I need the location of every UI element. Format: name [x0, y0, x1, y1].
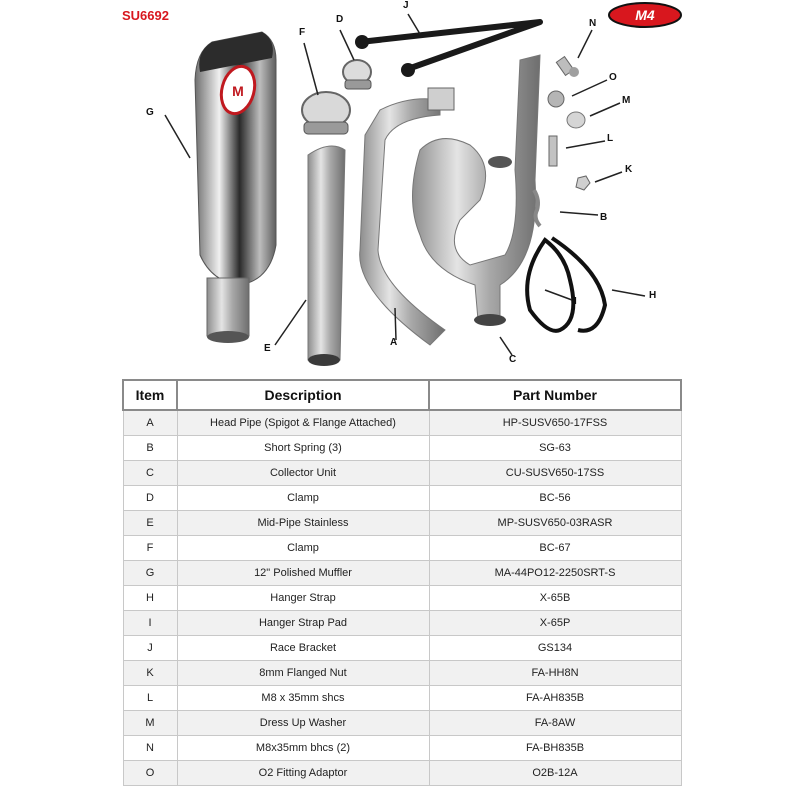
- cell-description: Race Bracket: [177, 636, 429, 661]
- o2-adaptor-part: [548, 91, 564, 107]
- callout-i: I: [574, 296, 577, 307]
- table-row: [123, 686, 681, 711]
- table-row: [123, 436, 681, 461]
- cell-item: B: [123, 436, 177, 461]
- cell-item: L: [123, 686, 177, 711]
- cell-item: D: [123, 486, 177, 511]
- callout-g: G: [146, 107, 154, 118]
- cell-part-number: FA-8AW: [429, 711, 681, 736]
- callout-l: L: [607, 133, 614, 144]
- callout-d: D: [336, 14, 344, 25]
- cell-description: Dress Up Washer: [177, 711, 429, 736]
- table-row: [123, 461, 681, 486]
- cell-description: M8x35mm bhcs (2): [177, 736, 429, 761]
- cell-description: Short Spring (3): [177, 436, 429, 461]
- cell-description: Clamp: [177, 536, 429, 561]
- hanger-strap-part: [527, 238, 605, 331]
- cell-part-number: X-65P: [429, 611, 681, 636]
- callout-f: F: [299, 27, 306, 38]
- mid-pipe-part: [308, 146, 345, 366]
- cell-description: 12" Polished Muffler: [177, 561, 429, 586]
- table-row: [123, 661, 681, 686]
- cell-part-number: BC-67: [429, 536, 681, 561]
- cell-item: H: [123, 586, 177, 611]
- cell-description: O2 Fitting Adaptor: [177, 761, 429, 786]
- cell-item: G: [123, 561, 177, 586]
- callout-e: E: [264, 343, 271, 354]
- cell-description: Collector Unit: [177, 461, 429, 486]
- cell-item: M: [123, 711, 177, 736]
- race-bracket-part: [355, 22, 540, 77]
- callout-k: K: [625, 164, 633, 175]
- cell-item: K: [123, 661, 177, 686]
- header-part-number: Part Number: [429, 380, 681, 410]
- cell-part-number: FA-AH835B: [429, 686, 681, 711]
- table-row: [123, 511, 681, 536]
- kit-code: SU6692: [122, 8, 169, 23]
- table-row: [123, 736, 681, 761]
- table-row: [123, 536, 681, 561]
- header-item: Item: [123, 380, 177, 410]
- callout-c: C: [509, 354, 517, 365]
- table-row: [123, 611, 681, 636]
- clamp-d-part: [343, 60, 371, 89]
- callout-b: B: [600, 212, 608, 223]
- table-row: [123, 711, 681, 736]
- table-row: [123, 561, 681, 586]
- cell-description: 8mm Flanged Nut: [177, 661, 429, 686]
- cell-description: M8 x 35mm shcs: [177, 686, 429, 711]
- cell-item: I: [123, 611, 177, 636]
- cell-part-number: X-65B: [429, 586, 681, 611]
- cell-item: F: [123, 536, 177, 561]
- cell-description: Clamp: [177, 486, 429, 511]
- cell-item: N: [123, 736, 177, 761]
- cell-part-number: SG-63: [429, 436, 681, 461]
- parts-illustration: [0, 0, 804, 375]
- table-row: [123, 486, 681, 511]
- muffler-part: [195, 32, 276, 343]
- cell-part-number: BC-56: [429, 486, 681, 511]
- header-description: Description: [177, 380, 429, 410]
- table-row: [123, 586, 681, 611]
- table-row: [123, 410, 681, 436]
- cell-description: Hanger Strap Pad: [177, 611, 429, 636]
- nut-part: [576, 176, 590, 190]
- cell-item: C: [123, 461, 177, 486]
- cell-part-number: GS134: [429, 636, 681, 661]
- cell-item: E: [123, 511, 177, 536]
- clamp-f-part: [302, 92, 350, 134]
- callout-m: M: [622, 95, 631, 106]
- cell-part-number: HP-SUSV650-17FSS: [429, 410, 681, 436]
- cell-part-number: MA-44PO12-2250SRT-S: [429, 561, 681, 586]
- cell-description: Head Pipe (Spigot & Flange Attached): [177, 410, 429, 436]
- cell-part-number: CU-SUSV650-17SS: [429, 461, 681, 486]
- svg-text:M: M: [232, 83, 244, 99]
- cell-part-number: MP-SUSV650-03RASR: [429, 511, 681, 536]
- cell-description: Hanger Strap: [177, 586, 429, 611]
- callout-n: N: [589, 18, 597, 29]
- table-row: [123, 636, 681, 661]
- cell-part-number: O2B-12A: [429, 761, 681, 786]
- callout-a: A: [390, 337, 398, 348]
- cell-item: A: [123, 410, 177, 436]
- table-row: [123, 761, 681, 786]
- cell-part-number: FA-BH835B: [429, 736, 681, 761]
- m4-logo-text: M4: [635, 7, 655, 23]
- callout-j: J: [403, 0, 409, 11]
- bolt-l-part: [549, 136, 557, 166]
- cell-item: J: [123, 636, 177, 661]
- washer-part: [567, 112, 585, 128]
- parts-table: [122, 379, 682, 786]
- cell-item: O: [123, 761, 177, 786]
- callout-o: O: [609, 72, 617, 83]
- cell-description: Mid-Pipe Stainless: [177, 511, 429, 536]
- callout-h: H: [649, 290, 657, 301]
- m4-logo: [609, 3, 681, 27]
- exploded-parts-diagram: [0, 0, 804, 375]
- table-header-row: [123, 380, 681, 410]
- parts-table-body: [123, 410, 681, 786]
- bolt-n-part: [556, 57, 579, 77]
- cell-part-number: FA-HH8N: [429, 661, 681, 686]
